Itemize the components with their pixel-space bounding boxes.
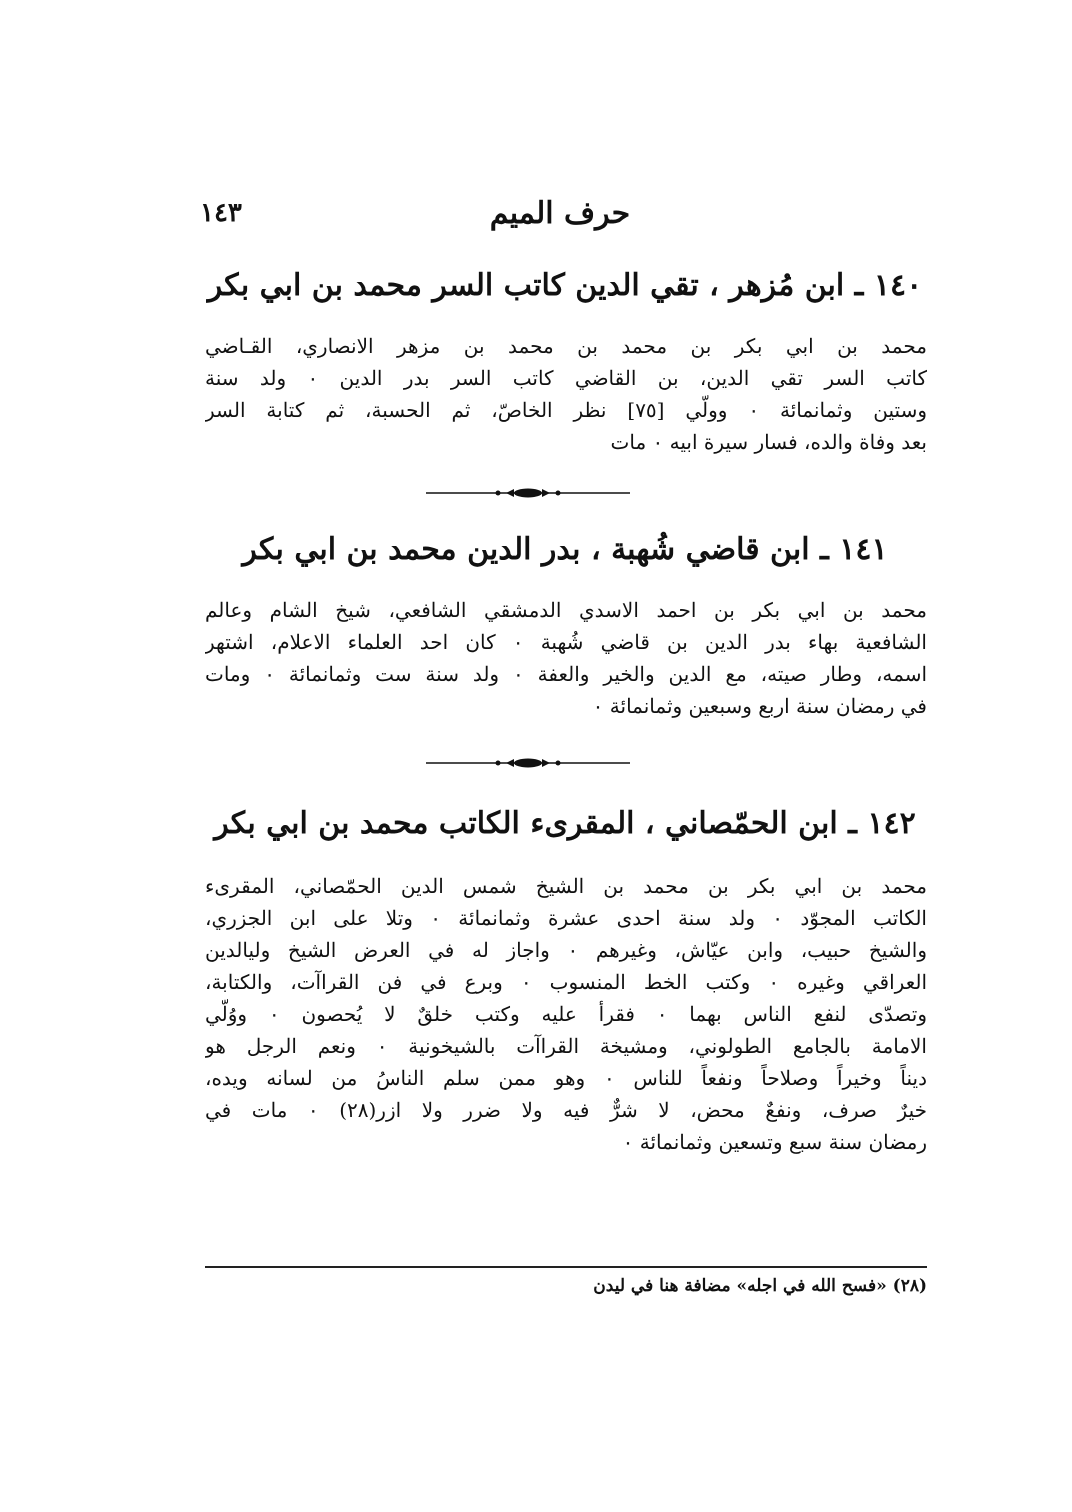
entry-heading-142: ١٤٢ ـ ابن الحمّصاني ، المقرىء الكاتب محمد بن ابي بكر	[214, 806, 916, 841]
text-line: اسمه، وطار صيته، مع الدين والخير والعفة ٠ ولد سنة ست وثمانمائة ٠ ومات	[205, 662, 927, 686]
text-line: محمد بن ابي بكر بن احمد الاسدي الدمشقي الشافعي، شيخ الشام وعالم	[205, 598, 927, 622]
text-line: رمضان سنة سبع وتسعين وثمانمائة ٠	[622, 1130, 927, 1154]
text-line: وستين وثمانمائة ٠ وولّي [٧٥] نظر الخاصّ، ثم الحسبة، ثم كتابة السر	[205, 398, 927, 422]
text-line: محمد بن ابي بكر بن محمد بن محمد بن مزهر الانصاري، القـاضي	[205, 334, 927, 358]
text-line: وتصدّى لنفع الناس بهما ٠ فقرأ عليه وكتب خلقٌ لا يُحصون ٠ ووُلّي	[205, 1002, 927, 1026]
section-divider-ornament	[426, 756, 630, 770]
chapter-title: حرف الميم	[489, 196, 631, 231]
entry-heading-140: ١٤٠ ـ ابن مُزهر ، تقي الدين كاتب السر محمد بن ابي بكر	[207, 268, 923, 303]
text-line: محمد بن ابي بكر بن محمد بن الشيخ شمس الدين الحمّصاني، المقرىء	[205, 874, 927, 898]
page-number: ١٤٣	[200, 198, 242, 228]
text-line: والشيخ حبيب، وابن عيّاش، وغيرهم ٠ واجاز له في العرض الشيخ وليالدين	[205, 938, 927, 962]
text-line: الكاتب المجوّد ٠ ولد سنة احدى عشرة وثمانمائة ٠ وتلا على ابن الجزري،	[205, 906, 927, 930]
footnote-divider	[205, 1266, 927, 1268]
text-line: العراقي وغيره ٠ وكتب الخط المنسوب ٠ وبرع في فن القراآت، والكتابة،	[205, 970, 927, 994]
entry-body-141	[205, 594, 927, 722]
text-line: ديناً وخيراً وصلاحاً ونفعاً للناس ٠ وهو ممن سلم الناسُ من لسانه ويده،	[205, 1066, 927, 1090]
text-line: كاتب السر تقي الدين، بن القاضي كاتب السر بدر الدين ٠ ولد سنة	[205, 366, 927, 390]
entry-heading-141: ١٤١ ـ ابن قاضي شُهبة ، بدر الدين محمد بن ابي بكر	[242, 532, 888, 567]
text-line: الشافعية بهاء بدر الدين بن قاضي شُهبة ٠ كان احد العلماء الاعلام، اشتهر	[205, 630, 927, 654]
section-divider-ornament	[426, 486, 630, 500]
entry-body-140	[205, 330, 927, 458]
text-line: في رمضان سنة اربع وسبعين وثمانمائة ٠	[592, 694, 927, 718]
footnote: (٢٨) «فسح الله في اجله» مضافة هنا في ليدن	[593, 1276, 927, 1296]
text-line: بعد وفاة والده، فسار سيرة ابيه ٠ مات	[610, 430, 927, 454]
entry-body-142	[205, 870, 927, 1158]
text-line: الامامة بالجامع الطولوني، ومشيخة القراآت بالشيخونية ٠ ونعم الرجل هو	[205, 1034, 927, 1058]
text-line: خيرٌ صرف، ونفعٌ محض، لا شرٌّ فيه ولا ضرر ولا ازر(٢٨) ٠ مات في	[205, 1098, 927, 1122]
running-header	[200, 196, 920, 240]
